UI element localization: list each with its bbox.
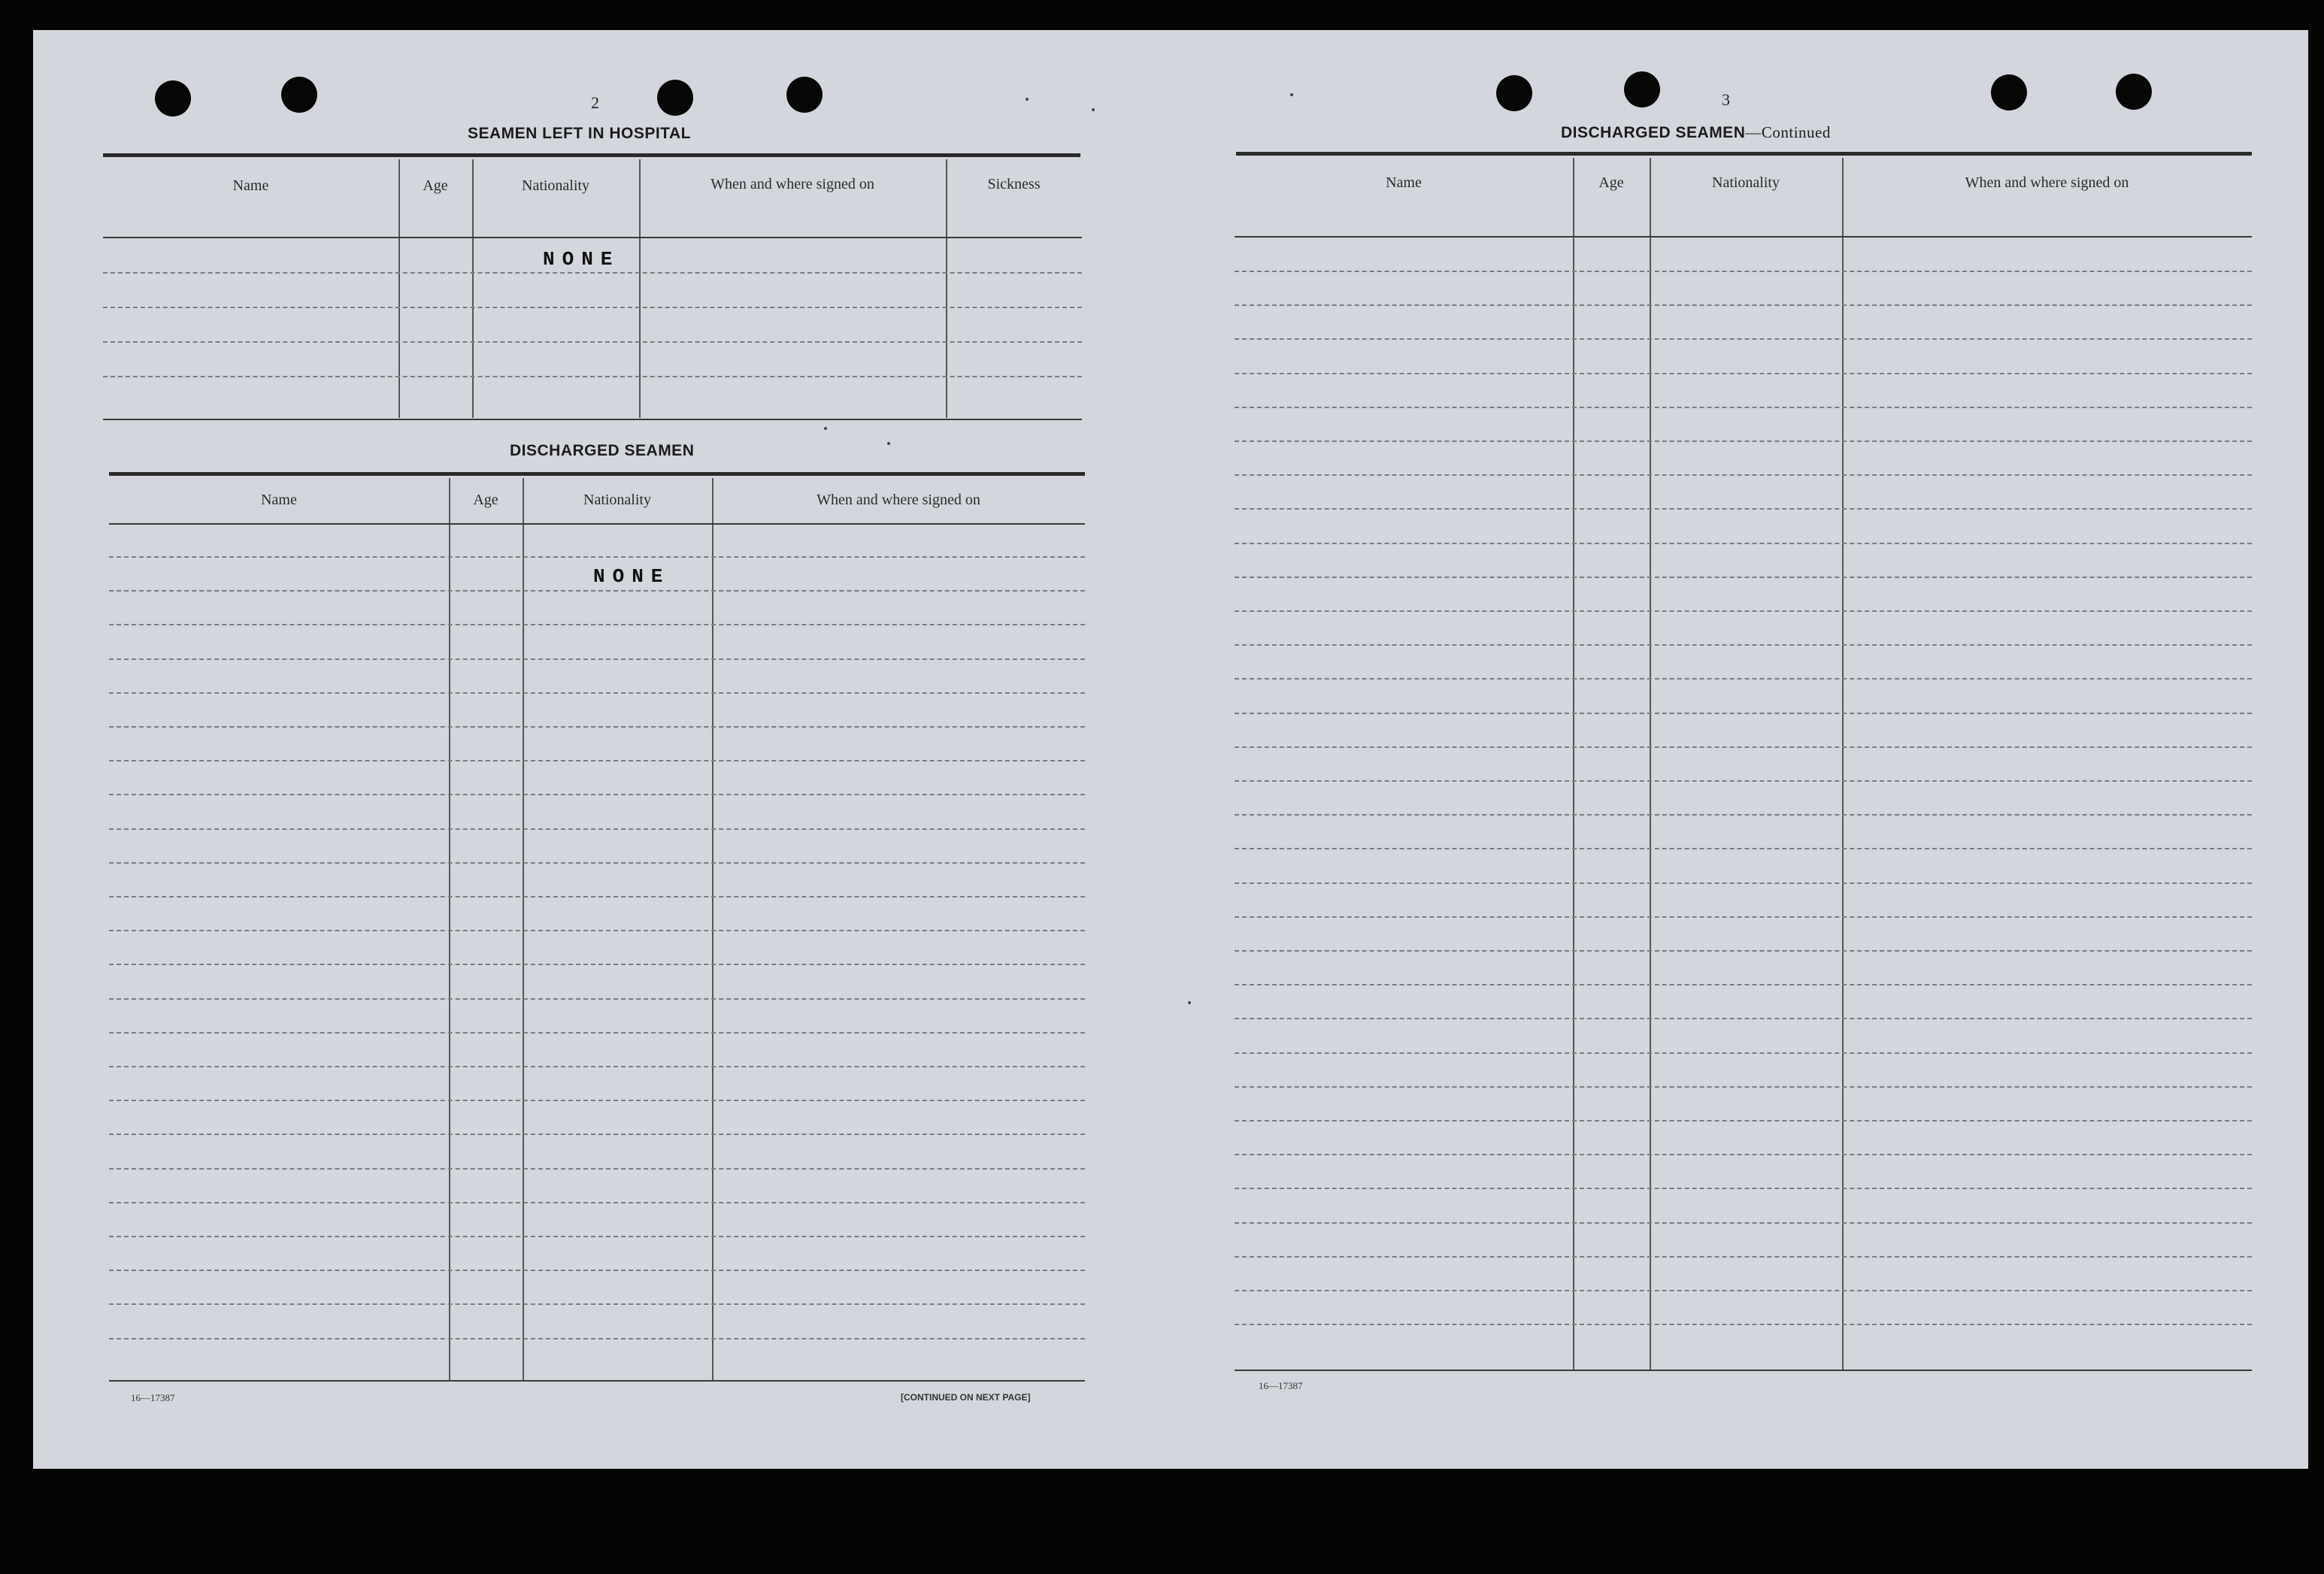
hospital-table (103, 159, 1082, 422)
punch-hole (2116, 74, 2152, 110)
col-header-signed-on: When and where signed on (711, 176, 874, 192)
entry-row-line (1235, 848, 2252, 849)
column-divider (472, 159, 474, 418)
continued-note: [CONTINUED ON NEXT PAGE] (901, 1392, 1031, 1403)
discharged-table-right (1235, 158, 2252, 1406)
hospital-top-rule (103, 153, 1080, 157)
discharged-top-rule (109, 472, 1085, 476)
entry-row-line (1235, 950, 2252, 952)
entry-row-line (1235, 713, 2252, 714)
entry-row-line (1235, 1052, 2252, 1054)
entry-row-line (109, 1100, 1085, 1101)
entry-row-line (109, 1236, 1085, 1237)
punch-hole (786, 77, 823, 113)
entry-row-line (109, 692, 1085, 694)
column-divider (639, 159, 641, 418)
page-number-left: 2 (591, 93, 599, 112)
entry-row-line (109, 896, 1085, 897)
discharged-table-left (109, 478, 1085, 1384)
entry-row-line (1235, 644, 2252, 646)
entry-row-line (1235, 1154, 2252, 1155)
col-header-age: Age (423, 177, 448, 194)
entry-row-line (109, 862, 1085, 864)
entry-row-line (1235, 304, 2252, 306)
entry-row-line (1235, 508, 2252, 510)
entry-row-line (109, 1270, 1085, 1271)
entry-row-line (1235, 1256, 2252, 1258)
none-stamp: NONE (543, 248, 620, 271)
entry-row-line (103, 376, 1082, 377)
entry-row-line (1235, 407, 2252, 408)
discharged-section-title: DISCHARGED SEAMEN (510, 442, 695, 459)
manifest-sheet (33, 30, 2308, 1469)
ink-speck (887, 442, 890, 445)
page-number-right: 3 (1722, 90, 1730, 109)
entry-row-line (1235, 271, 2252, 272)
table-bottom-rule (1235, 1370, 2252, 1371)
entry-row-line (109, 726, 1085, 728)
col-header-signed-on: When and where signed on (1965, 174, 2129, 191)
col-header-nationality: Nationality (522, 177, 589, 194)
entry-row-line (103, 341, 1082, 343)
entry-row-line (109, 930, 1085, 931)
col-header-age: Age (473, 492, 498, 508)
header-underline (1235, 236, 2252, 238)
entry-row-line (109, 1202, 1085, 1203)
punch-hole (657, 80, 693, 116)
none-stamp: NONE (593, 565, 671, 588)
col-header-age: Age (1598, 174, 1624, 191)
entry-row-line (1235, 1086, 2252, 1088)
entry-row-line (1235, 610, 2252, 612)
entry-row-line (109, 624, 1085, 625)
form-number-right: 16—17387 (1259, 1380, 1303, 1391)
punch-hole (1496, 75, 1532, 111)
entry-row-line (109, 1168, 1085, 1170)
entry-row-line (1235, 882, 2252, 884)
entry-row-line (1235, 678, 2252, 680)
entry-row-line (1235, 373, 2252, 374)
table-bottom-rule (103, 419, 1082, 420)
entry-row-line (1235, 543, 2252, 544)
entry-row-line (1235, 338, 2252, 340)
col-header-sickness: Sickness (987, 176, 1041, 192)
ink-speck (824, 427, 827, 430)
entry-row-line (103, 307, 1082, 308)
table-bottom-rule (109, 1380, 1085, 1382)
punch-hole (1991, 74, 2027, 110)
entry-row-line (1235, 440, 2252, 442)
punch-hole (1624, 71, 1660, 107)
header-underline (109, 523, 1085, 525)
ink-speck (1290, 93, 1293, 96)
entry-row-line (109, 658, 1085, 660)
ink-speck (1188, 1001, 1191, 1004)
entry-row-line (109, 1338, 1085, 1339)
header-underline (103, 237, 1082, 238)
col-header-nationality: Nationality (583, 492, 651, 508)
right-top-rule (1236, 152, 2252, 156)
entry-row-line (103, 272, 1082, 274)
entry-row-line (1235, 1120, 2252, 1121)
punch-hole (281, 77, 317, 113)
entry-row-line (109, 760, 1085, 761)
column-divider (946, 159, 947, 418)
ink-speck (1026, 98, 1029, 101)
entry-row-line (1235, 746, 2252, 748)
right-section-title (1561, 123, 1831, 142)
col-header-name: Name (1386, 174, 1422, 191)
entry-row-line (109, 828, 1085, 830)
right-title-main: DISCHARGED SEAMEN (1561, 124, 1746, 141)
entry-row-line (109, 556, 1085, 558)
entry-row-line (1235, 1290, 2252, 1291)
entry-row-line (1235, 1324, 2252, 1325)
entry-row-line (109, 964, 1085, 965)
column-divider (398, 159, 400, 418)
col-header-name: Name (232, 177, 269, 194)
entry-row-line (1235, 1188, 2252, 1189)
entry-row-line (1235, 1222, 2252, 1224)
entry-row-line (109, 590, 1085, 592)
col-header-name: Name (261, 492, 297, 508)
entry-row-line (1235, 577, 2252, 578)
punch-hole (155, 80, 191, 117)
right-title-suffix: —Continued (1745, 123, 1831, 141)
col-header-signed-on: When and where signed on (817, 492, 980, 508)
entry-row-line (1235, 474, 2252, 476)
entry-row-line (1235, 916, 2252, 918)
entry-row-line (1235, 984, 2252, 985)
col-header-nationality: Nationality (1712, 174, 1780, 191)
entry-row-line (109, 1066, 1085, 1067)
entry-row-line (1235, 814, 2252, 816)
entry-row-line (109, 1032, 1085, 1034)
hospital-section-title: SEAMEN LEFT IN HOSPITAL (468, 125, 691, 142)
entry-row-line (109, 1303, 1085, 1305)
entry-row-line (109, 998, 1085, 1000)
entry-row-line (109, 794, 1085, 795)
ink-speck (1092, 108, 1095, 111)
entry-row-line (1235, 1018, 2252, 1019)
form-number-left: 16—17387 (131, 1392, 175, 1403)
entry-row-line (1235, 780, 2252, 782)
entry-row-line (109, 1134, 1085, 1135)
